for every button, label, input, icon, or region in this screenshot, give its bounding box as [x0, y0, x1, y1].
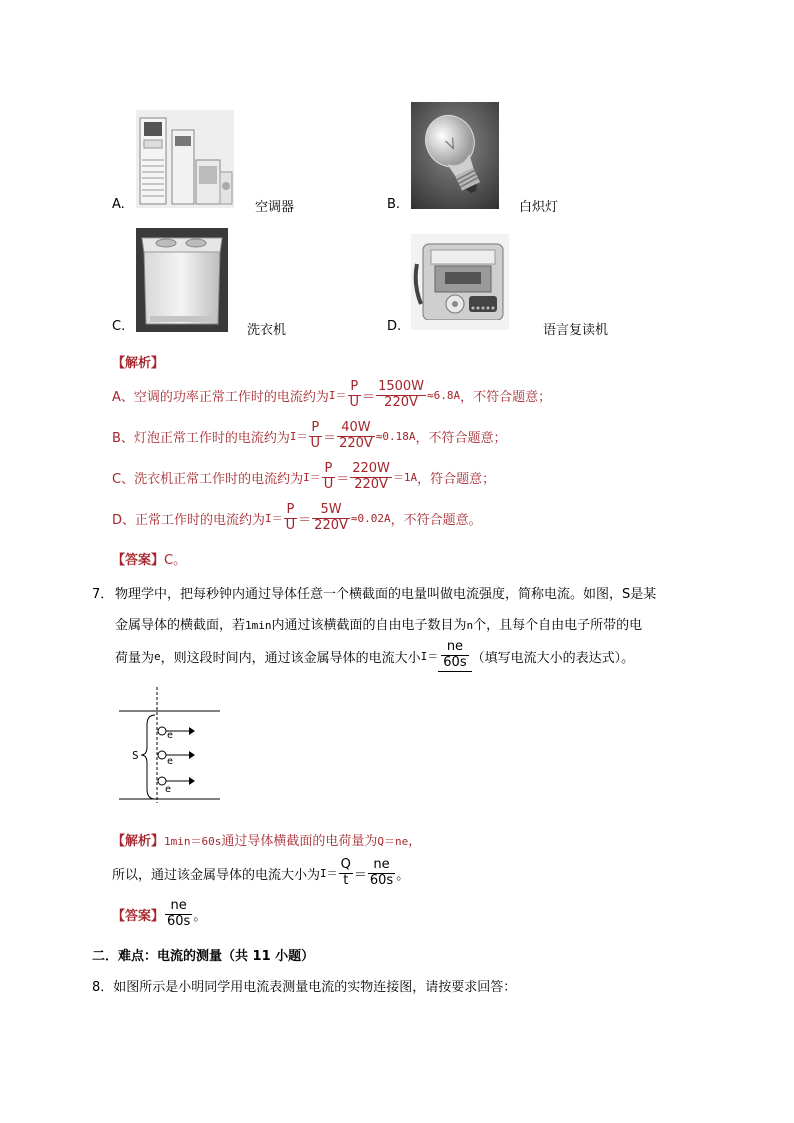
- q7-number: 7．: [92, 587, 114, 602]
- option-d-label: 语言复读机: [543, 323, 609, 338]
- q7-answer-blank: $\frac{ne}{60s}$: [438, 640, 471, 672]
- q6-line-a-eq: ＝: [362, 389, 376, 405]
- q6-line-d-prefix: D、正常工作时的电流约为: [112, 512, 266, 528]
- q6-line-c-i: I＝: [303, 471, 321, 484]
- diagram-e-label-2: e: [167, 756, 174, 767]
- q6-line-b: [112, 418, 507, 454]
- q6-line-d-i: I＝: [265, 512, 283, 525]
- q6-line-a-i: I＝: [328, 389, 347, 402]
- q6-line-a-frac-pu: $\frac{P}{U}$: [349, 378, 360, 410]
- q6-line-a-tail: ，不符合题意；: [460, 389, 552, 405]
- q6-line-c-prefix: C、洗衣机正常工作时的电流约为: [112, 471, 304, 487]
- q6-line-a-prefix: A、空调的功率正常工作时的电流约为: [112, 389, 329, 405]
- option-b-letter: B.: [387, 197, 401, 212]
- diagram-e-label-3: e: [165, 784, 172, 795]
- option-d-letter: D.: [387, 319, 402, 334]
- q6-line-b-frac-values: $\frac{40W}{220V}$: [339, 419, 373, 451]
- electron-2: [158, 751, 195, 759]
- q7-line3: 荷量为 e ，则这段时间内，通过该金属导体的电流大小 I＝ $\frac{ne}{60s}$ （填写电流大小的表达式）。: [115, 639, 635, 670]
- q6-line-a: [112, 377, 551, 413]
- option-a-label: 空调器: [255, 200, 295, 215]
- q8-question: 8．如图所示是小明同学用电流表测量电流的实物连接图，请按要求回答：: [92, 980, 517, 995]
- q6-line-c: [112, 459, 495, 495]
- light-bulb-photo: [411, 102, 499, 209]
- q6-line-c-result: ＝1A: [392, 471, 418, 484]
- option-b-label: 白炽灯: [519, 200, 559, 215]
- q7-analysis-line2: 所以，通过该金属导体的电流大小为 I＝ $\frac{Q}{t}$ ＝ $\frac{ne}{60s}$ 。: [112, 856, 410, 888]
- q6-line-b-prefix: B、灯泡正常工作时的电流约为: [112, 430, 290, 446]
- option-c-letter: C.: [112, 319, 126, 334]
- q6-line-b-frac-pu: $\frac{P}{U}$: [310, 419, 321, 451]
- option-c-label: 洗衣机: [247, 323, 287, 338]
- q6-line-d-frac-values: $\frac{5W}{220V}$: [314, 501, 348, 533]
- q6-line-b-i: I＝: [289, 430, 308, 443]
- air-conditioner-photo: [136, 110, 234, 208]
- electron-1: [158, 727, 195, 735]
- option-a-letter: A.: [112, 197, 125, 212]
- q6-answer-tag: 【答案】: [112, 553, 165, 568]
- q6-answer: [112, 549, 186, 568]
- q6-line-c-frac-pu: $\frac{P}{U}$: [323, 460, 334, 492]
- q7-analysis-line1: 【解析】1min＝60s通过导体横截面的电荷量为Q＝ne，: [112, 834, 422, 849]
- q6-analysis-tag: 【解析】: [112, 356, 165, 371]
- cassette-player-photo: [411, 234, 509, 330]
- q6-line-d-frac-pu: $\frac{P}{U}$: [285, 501, 296, 533]
- q6-line-c-frac-values: $\frac{220W}{220V}$: [352, 460, 390, 492]
- q7-answer: 【答案】 $\frac{ne}{60s}$ 。: [112, 897, 207, 929]
- q6-line-b-tail: ，不符合题意；: [415, 430, 507, 446]
- q6-line-b-eq: ＝: [323, 430, 337, 446]
- q6-line-d: [112, 500, 482, 536]
- q6-line-c-tail: ，符合题意；: [417, 471, 496, 487]
- q6-line-b-result: ≈0.18A: [375, 429, 416, 443]
- q7-line1: 物理学中，把每秒钟内通过导体任意一个横截面的电量叫做电流强度，简称电流。如图，S是某: [115, 587, 657, 602]
- q6-line-c-eq: ＝: [336, 471, 350, 487]
- q6-answer-value: C。: [164, 553, 187, 568]
- q7-line2: 金属导体的横截面，若1min内通过该横截面的自由电子数目为n个，且每个自由电子所带的电: [115, 618, 643, 633]
- diagram-e-label-1: e: [167, 730, 174, 741]
- q6-line-d-eq: ＝: [298, 512, 312, 528]
- electron-3: [158, 777, 195, 785]
- q6-line-a-result: ≈6.8A: [427, 388, 461, 402]
- section-title: 二．难点：电流的测量（共 11 小题）: [92, 949, 315, 964]
- q6-line-d-tail: ，不符合题意。: [390, 512, 482, 528]
- q6-line-d-result: ≈0.02A: [350, 511, 391, 525]
- diagram-s-label: S: [132, 749, 139, 762]
- washing-machine-photo: [136, 228, 228, 332]
- q6-line-a-frac-values: $\frac{1500W}{220V}$: [378, 378, 425, 410]
